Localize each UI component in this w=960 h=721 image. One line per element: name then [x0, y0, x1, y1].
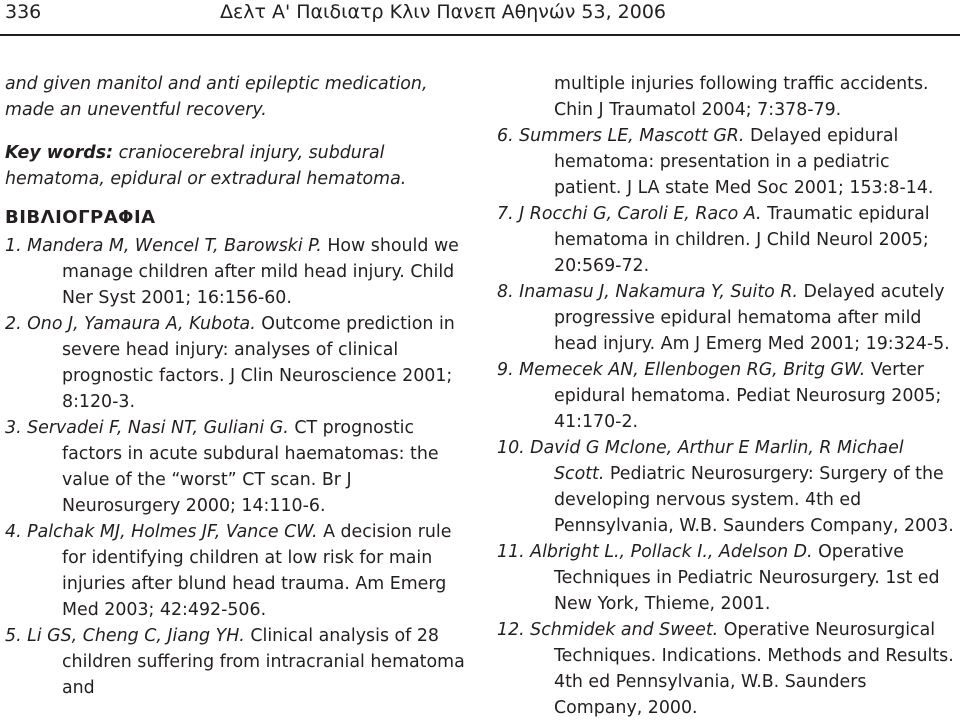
page-header [0, 0, 960, 40]
reference-item: 7. J Rocchi G, Caroli E, Raco A. Traumatic epidural hematoma in children. J Child Neurol 2005; 20:569-72. [497, 204, 930, 276]
keywords-label: Key words: [5, 143, 114, 163]
reference-item: 5. Li GS, Cheng C, Jiang YH. Clinical analysis of 28 children suffering from intracranial hematoma and [5, 626, 465, 698]
reference-item: 4. Palchak MJ, Holmes JF, Vance CW. A decision rule for identifying children at low risk for main injuries after blund head trauma. Am Emerg Med 2003; 42:492-506. [5, 522, 452, 620]
abstract-ending: and given manitol and anti epileptic medication, made an uneventful recovery. [5, 74, 428, 120]
left-column [5, 71, 470, 701]
reference-item: 2. Ono J, Yamaura A, Kubota. Outcome prediction in severe head injury: analyses of clinical prognostic factors. J Clin Neuroscience 2001; 8:120-3. [5, 314, 455, 412]
reference-item: 11. Albright L., Pollack I., Adelson D. Operative Techniques in Pediatric Neurosurgery. 1st ed New York, Thieme, 2001. [497, 542, 940, 614]
keywords-text: craniocerebral injury, subdural hematoma, epidural or extradural hematoma. [5, 143, 407, 189]
right-column [497, 71, 959, 721]
reference-item: 6. Summers LE, Mascott GR. Delayed epidural hematoma: presentation in a pediatric patient. J LA state Med Soc 2001; 153:8-14. [497, 126, 934, 198]
reference-item: 9. Memecek AN, Ellenbogen RG, Britg GW. Verter epidural hematoma. Pediat Neurosurg 2005; 41:170-2. [497, 360, 942, 432]
reference-item: 10. David G Mclone, Arthur E Marlin, R Michael Scott. Pediatric Neurosurgery: Surgery of the developing nervous system. 4th ed Pennsylvania, W.B. Saunders Company, 2003. [497, 438, 954, 536]
reference-item: 8. Inamasu J, Nakamura Y, Suito R. Delayed acutely progressive epidural hematoma after mild head injury. Am J Emerg Med 2001; 19:324-5. [497, 282, 950, 354]
header-rule [0, 34, 960, 36]
journal-citation: Δελτ Α' Παιδιατρ Κλιν Πανεπ Αθηνών 53, 2006 [220, 1, 667, 23]
reference-continuation: multiple injuries following traffic accidents. Chin J Traumatol 2004; 7:378-79. [554, 74, 929, 120]
reference-item: 3. Servadei F, Nasi NT, Guliani G. CT prognostic factors in acute subdural haematomas: the value of the “worst” CT scan. Br J Neurosurgery 2000; 14:110-6. [5, 418, 439, 516]
reference-item: 12. Schmidek and Sweet. Operative Neurosurgical Techniques. Indications. Methods and Results. 4th ed Pennsylvania, W.B. Saunders Company, 2000. [497, 620, 954, 718]
page-number: 336 [5, 1, 42, 23]
references-heading: ΒΙΒΛΙΟΓΡΑΦΙΑ [5, 207, 156, 228]
keywords [5, 140, 470, 192]
spacer [5, 123, 470, 140]
reference-item: 1. Mandera M, Wencel T, Barowski P. How should we manage children after mild head injury. Child Ner Syst 2001; 16:156-60. [5, 236, 459, 308]
